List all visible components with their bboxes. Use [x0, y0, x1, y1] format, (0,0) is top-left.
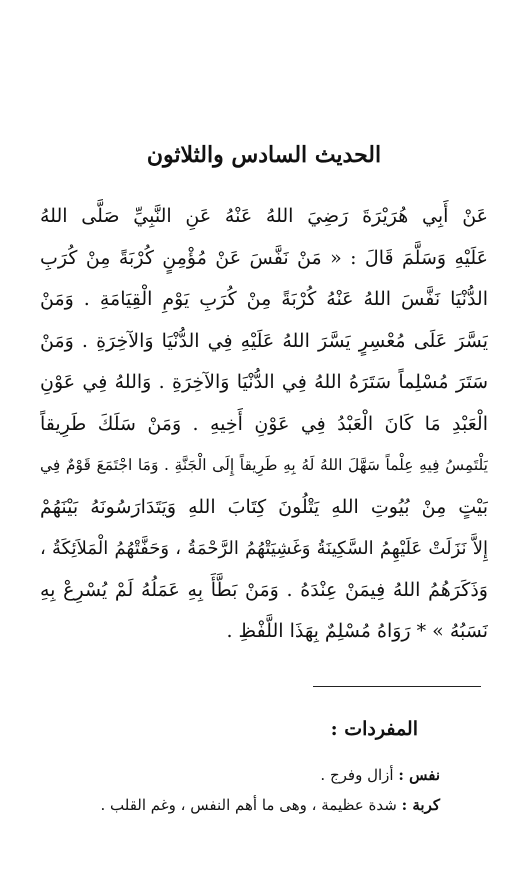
vocabulary-list: [60, 760, 440, 820]
hadith-title: الحديث السادس والثلاثون: [146, 142, 382, 168]
hadith-line: عَنْ أَبِي هُرَيْرَةَ رَضِيَ اللهُ عَنْهُ عَنِ النَّبِيِّ صَلَّى اللهُ: [40, 205, 488, 227]
hadith-line: نَسَبُهُ » * رَوَاهُ مُسْلِمٌ بِهَذَا اللَّفْظِ .: [226, 620, 488, 642]
vocabulary-definition: أزال وفرج .: [320, 766, 394, 784]
vocabulary-term: كربة :: [401, 796, 440, 814]
vocabulary-term: نفس :: [398, 766, 440, 784]
vocabulary-heading: المفردات :: [330, 718, 418, 740]
hadith-line: يَلْتَمِسُ فِيهِ عِلْماً سَهَّلَ اللهُ لَهُ بِهِ طَرِيقاً إِلَى الْجَنَّةِ . وَمَا اجْتَمَعَ قَوْمٌ فِي: [40, 456, 488, 474]
vocabulary-definition: شدة عظيمة ، وهى ما أهم النفس ، وغم القلب .: [100, 796, 397, 814]
hadith-line: الدُّنْيَا نَفَّسَ اللهُ عَنْهُ كُرْبَةً مِنْ كُرَبِ يَوْمِ الْقِيَامَةِ . وَمَنْ: [40, 288, 488, 310]
hadith-line: بَيْتٍ مِنْ بُيُوتِ اللهِ يَتْلُونَ كِتَابَ اللهِ وَيَتَدَارَسُونَهُ بَيْنَهُمْ: [40, 495, 488, 518]
hadith-line: إِلاَّ نَزَلَتْ عَلَيْهِمُ السَّكِينَةُ وَغَشِيَتْهُمُ الرَّحْمَةُ ، وَحَفَّتْهُمُ الْمَلاَئِكَةُ ،: [40, 538, 488, 559]
hadith-text: [40, 196, 488, 653]
vocabulary-item: [60, 790, 440, 820]
hadith-line: يَسَّرَ عَلَى مُعْسِرٍ يَسَّرَ اللهُ عَلَيْهِ فِي الدُّنْيَا وَالآخِرَةِ . وَمَنْ: [40, 329, 488, 352]
hadith-line: وَذَكَرَهُمُ اللهُ فِيمَنْ عِنْدَهُ . وَمَنْ بَطَّأَ بِهِ عَمَلُهُ لَمْ يُسْرِعْ بِهِ: [40, 578, 488, 601]
vocabulary-item: [60, 760, 440, 790]
hadith-line: سَتَرَ مُسْلِماً سَتَرَهُ اللهُ فِي الدُّنْيَا وَالآخِرَةِ . وَاللهُ فِي عَوْنِ: [40, 371, 488, 393]
section-divider: [313, 686, 481, 687]
hadith-line: عَلَيْهِ وَسَلَّمَ قَالَ : « مَنْ نَفَّسَ عَنْ مُؤْمِنٍ كُرْبَةً مِنْ كُرَبِ: [40, 246, 488, 269]
hadith-line: الْعَبْدِ مَا كَانَ الْعَبْدُ فِي عَوْنِ أَخِيهِ . وَمَنْ سَلَكَ طَرِيقاً: [40, 412, 488, 435]
